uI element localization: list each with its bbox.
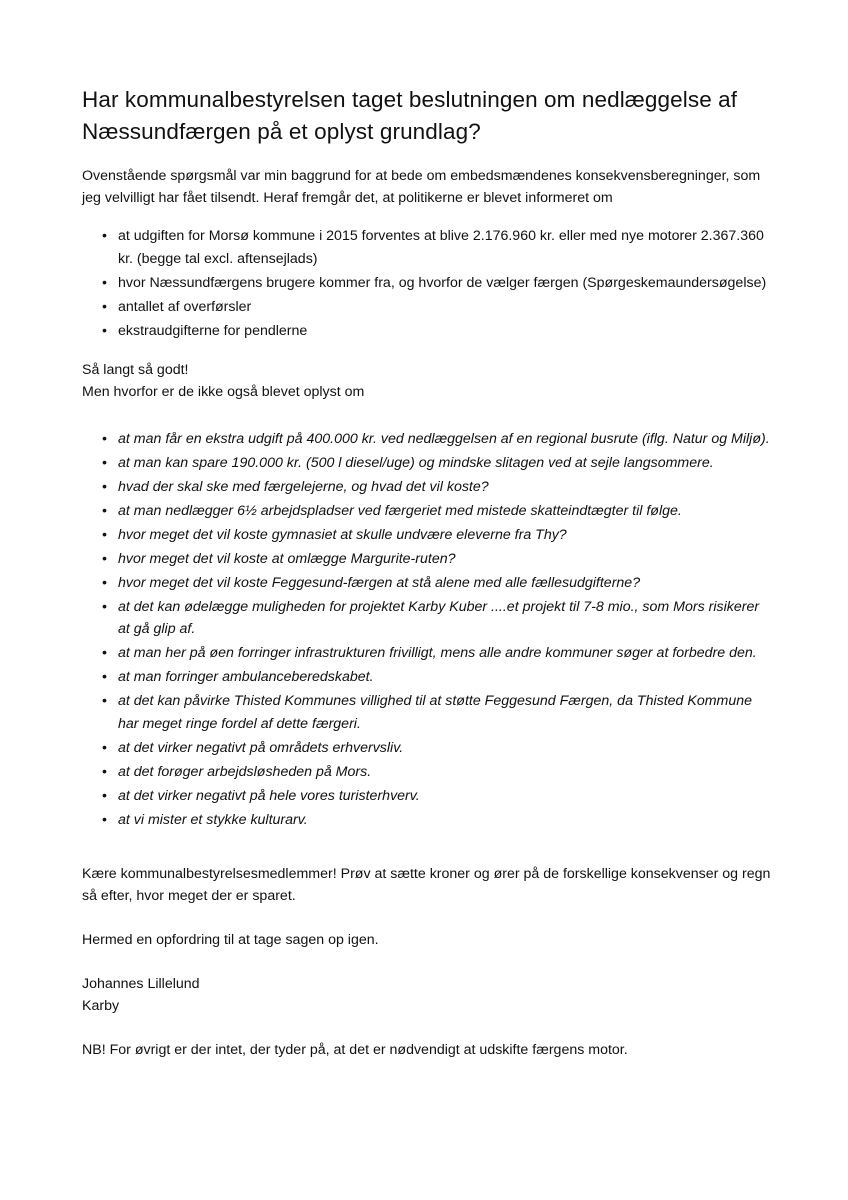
appeal-paragraph: Kære kommunalbestyrelsesmedlemmer! Prøv at sætte kroner og ører på de forskellige konsekvenser og regn så efter, hvor meget der er sparet. <box>82 865 771 904</box>
list-item: • at udgiften for Morsø kommune i 2015 forventes at blive 2.176.960 kr. eller med nye motorer 2.367.360 kr. (begge tal excl. aftensejlads) <box>82 225 772 270</box>
list-item: • hvor meget det vil koste gymnasiet at skulle undvære eleverne fra Thy? <box>82 524 772 547</box>
bullet-icon: • <box>102 502 107 519</box>
list-item: • antallet af overførsler <box>82 296 772 319</box>
so-far-line: Så langt så godt! <box>82 361 189 378</box>
list-item: • at det forøger arbejdsløsheden på Mors. <box>82 761 772 784</box>
bullet-icon: • <box>102 298 107 315</box>
list-item: • hvor meget det vil koste at omlægge Margurite-ruten? <box>82 548 772 571</box>
document-title: Har kommunalbestyrelsen taget beslutningen om nedlæggelse af Næssundfærgen på et oplyst grundlag? <box>82 87 738 144</box>
list-item: • at man forringer ambulanceberedskabet. <box>82 666 772 689</box>
list-item: • at det kan ødelægge muligheden for projektet Karby Kuber ....et projekt til 7-8 mio., som Mors risikerer at gå glip af. <box>82 596 772 641</box>
list-item: • ekstraudgifterne for pendlerne <box>82 320 772 343</box>
list-item: • at det kan påvirke Thisted Kommunes villighed til at støtte Feggesund Færgen, da Thisted Kommune har meget ringe fordel af dette færgeri. <box>82 690 772 735</box>
note-paragraph: NB! For øvrigt er der intet, der tyder på, at det er nødvendigt at udskifte færgens motor. <box>82 1041 628 1058</box>
call-to-action: Hermed en opfordring til at tage sagen op igen. <box>82 931 379 948</box>
bullet-icon: • <box>102 598 107 615</box>
list-item: • at man kan spare 190.000 kr. (500 l diesel/uge) og mindske slitagen ved at sejle langsommere. <box>82 452 772 475</box>
list-item: • at vi mister et stykke kulturarv. <box>82 809 772 832</box>
bullet-icon: • <box>102 763 107 780</box>
bullet-icon: • <box>102 526 107 543</box>
bullet-icon: • <box>102 669 107 685</box>
list-item: • hvad der skal ske med færgelejerne, og hvad det vil koste? <box>82 476 772 499</box>
bullet-icon: • <box>102 550 107 567</box>
bullet-icon: • <box>102 645 107 661</box>
bullet-icon: • <box>102 454 107 471</box>
list-item: • hvor meget det vil koste Feggesund-færgen at stå alene med alle fællesudgifterne? <box>82 572 772 595</box>
bullet-icon: • <box>102 322 107 339</box>
question-line: Men hvorfor er de ikke også blevet oplyst om <box>82 383 365 400</box>
list-item: • hvor Næssundfærgens brugere kommer fra, og hvorfor de vælger færgen (Spørgeskemaundersøgelse) <box>82 272 772 295</box>
intro-paragraph: Ovenstående spørgsmål var min baggrund for at bede om embedsmændenes konsekvensberegninger, som jeg velvilligt har fået tilsendt. Heraf fremgår det, at politikerne er blevet informeret om <box>82 168 761 206</box>
list-item: • at man nedlægger 6½ arbejdspladser ved færgeriet med mistede skatteindtægter til følge. <box>82 500 772 523</box>
not-informed-list <box>82 428 772 832</box>
signature-place: Karby <box>82 997 120 1014</box>
bullet-icon: • <box>102 228 107 244</box>
bullet-icon: • <box>102 693 107 709</box>
bullet-icon: • <box>102 811 107 828</box>
document-page <box>82 84 772 1061</box>
informed-list <box>82 225 772 342</box>
bullet-icon: • <box>102 739 107 756</box>
list-item: • at man her på øen forringer infrastrukturen frivilligt, mens alle andre kommuner søger at forbedre den. <box>82 642 772 665</box>
list-item: • at det virker negativt på hele vores turisterhverv. <box>82 785 772 808</box>
bullet-icon: • <box>102 274 107 291</box>
list-item: • at det virker negativt på områdets erhvervsliv. <box>82 737 772 760</box>
list-item: • at man får en ekstra udgift på 400.000 kr. ved nedlæggelsen af en regional busrute (iflg. Natur og Miljø). <box>82 428 772 451</box>
bullet-icon: • <box>102 787 107 804</box>
bullet-icon: • <box>102 478 107 495</box>
signature-name: Johannes Lillelund <box>82 975 200 992</box>
bullet-icon: • <box>102 574 107 591</box>
bullet-icon: • <box>102 430 107 447</box>
